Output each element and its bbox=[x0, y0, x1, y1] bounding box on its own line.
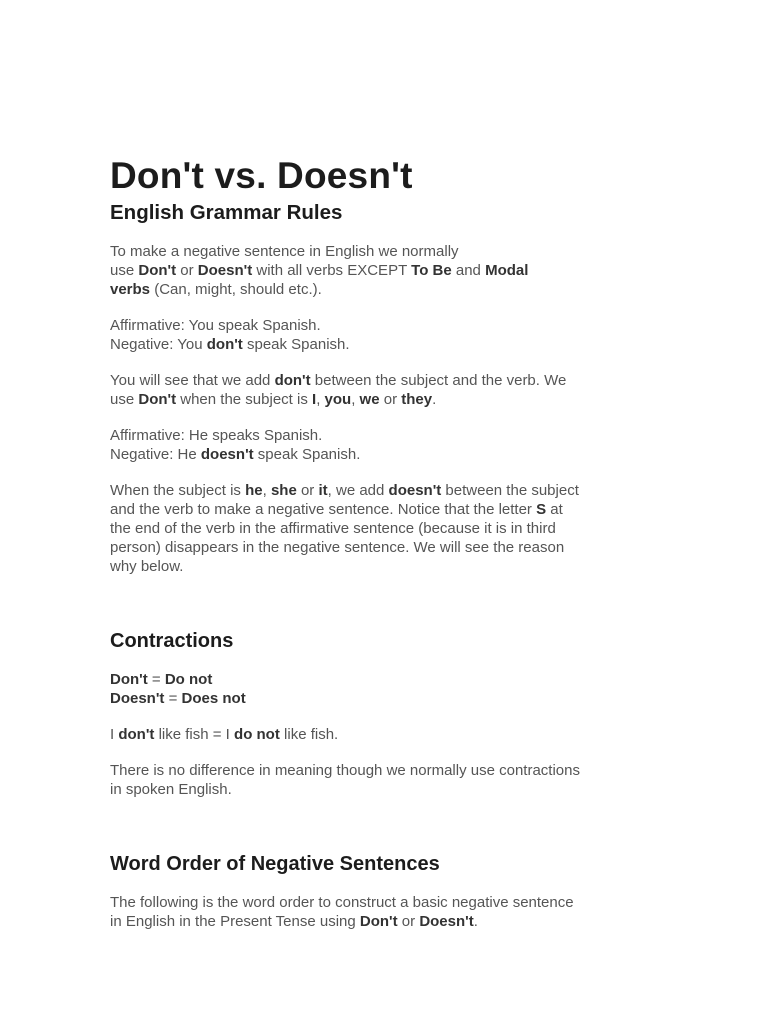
contractions-note: There is no difference in meaning though we normally use contractions in spoken English. bbox=[110, 762, 580, 798]
dont-explanation-paragraph: You will see that we add don't between the subject and the verb. We use Don't when the subject is I, you, we or they. bbox=[110, 372, 567, 408]
example-you: Affirmative: You speak Spanish. Negative: You don't speak Spanish. bbox=[110, 317, 350, 353]
word-order-heading: Word Order of Negative Sentences bbox=[110, 853, 440, 875]
intro-paragraph: To make a negative sentence in English we normally use Don't or Doesn't with all verbs EXCEPT To Be and Modal verbs (Can, might, should etc.). bbox=[110, 243, 529, 298]
document-content bbox=[110, 154, 662, 931]
contractions-example: I don't like fish = I do not like fish. bbox=[110, 726, 339, 743]
doesnt-explanation-paragraph: When the subject is he, she or it, we add doesn't between the subject and the verb to make a negative sentence. Notice that the letter S at the end of the verb in the affirmative sentence (because it is in third person) disappears in the negative sentence. We will see the reason why below. bbox=[110, 482, 579, 575]
contractions-heading: Contractions bbox=[110, 630, 234, 652]
contractions-list: Don't = Do not Doesn't = Does not bbox=[110, 671, 246, 707]
page-subtitle: English Grammar Rules bbox=[110, 201, 343, 224]
page-title: Don't vs. Doesn't bbox=[110, 155, 413, 196]
example-he: Affirmative: He speaks Spanish. Negative: He doesn't speak Spanish. bbox=[110, 427, 361, 463]
word-order-paragraph: The following is the word order to construct a basic negative sentence in English in the Present Tense using Don't or Doesn't. bbox=[110, 894, 574, 930]
